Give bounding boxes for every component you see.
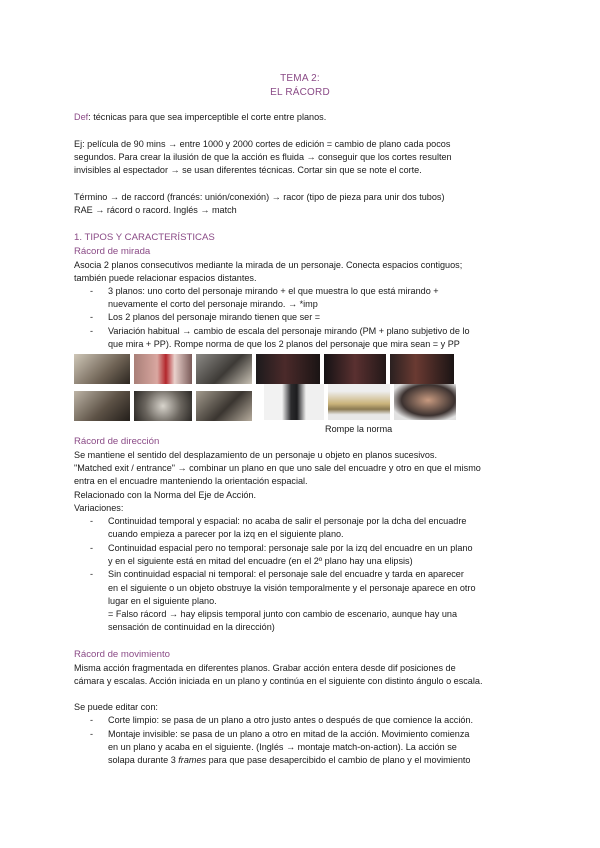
bullet-text: Sin continuidad espacial ni temporal: el personaje sale del encuadre y tarda en aparecer (108, 569, 464, 579)
bullet-dash: - (90, 286, 94, 296)
bullet-dash: - (90, 312, 94, 322)
section-heading: 1. TIPOS Y CARACTERÍSTICAS (74, 232, 215, 243)
bullet-text: lugar en el siguiente plano. (108, 596, 217, 606)
film-still-image (394, 384, 456, 420)
bullet-text: que mira + PP). Rompe norma de que los 2 planos del personaje que mira sean = y PP (108, 339, 460, 349)
definition (74, 111, 534, 124)
film-still-image (328, 384, 390, 420)
term-line: Término → de raccord (francés: unión/conexión) → racor (tipo de pieza para unir dos tubos) (74, 192, 445, 202)
example-line: Ej: película de 90 mins → entre 1000 y 2000 cortes de edición = cambio de plano cada pocos (74, 139, 451, 149)
direccion-line: Relacionado con la Norma del Eje de Acción. (74, 490, 256, 500)
bullet-text: Los 2 planos del personaje mirando tienen que ser = (108, 312, 321, 322)
bullet-text: sensación de continuidad en la dirección) (108, 622, 275, 632)
movimiento-line: cámara y escalas. Acción iniciada en un plano y continúa en el siguiente con distinto ángulo o escala. (74, 676, 483, 686)
text-run: para que pase desapercibido el cambio de plano y el movimiento (206, 755, 471, 765)
film-still-image (196, 354, 252, 384)
bullet-text: nuevamente el corto del personaje mirando. → *imp (108, 299, 318, 309)
bullet-dash: - (90, 729, 94, 739)
doc-title-line1: TEMA 2: (280, 73, 320, 84)
bullet-text: = Falso rácord → hay elipsis temporal junto con cambio de escenario, aunque hay una (108, 609, 458, 619)
example-line: invisibles al espectador → se usan diferentes técnicas. Cortar sin que se note el corte. (74, 165, 422, 175)
direccion-line: Variaciones: (74, 503, 124, 513)
subsection-heading: Rácord de mirada (74, 246, 151, 257)
bullet-text: y en el siguiente está en mitad del encuadre (en el 2º plano hay una elipsis) (108, 556, 413, 566)
term-line: RAE → rácord o racord. Inglés → match (74, 205, 237, 215)
bullet-dash: - (90, 715, 94, 725)
doc-title-line2: EL RÁCORD (270, 87, 330, 98)
bullet-text: en el siguiente o un objeto obstruye la visión temporalmente y el personaje aparece en otro (108, 583, 476, 593)
def-label: Def (74, 112, 89, 122)
bullet-dash: - (90, 569, 94, 579)
bullet-text: Continuidad temporal y espacial: no acaba de salir el personaje por la dcha del encuadre (108, 516, 467, 526)
film-still-image (134, 354, 192, 384)
direccion-line: "Matched exit / entrance" → combinar un plano en que uno sale del encuadre y otro en que el mismo (74, 463, 481, 473)
film-still-image (74, 354, 130, 384)
bullet-dash: - (90, 326, 94, 336)
bullet-dash: - (90, 516, 94, 526)
direccion-line: entra en el encuadre manteniendo la orientación espacial. (74, 476, 308, 486)
editar-label: Se puede editar con: (74, 702, 158, 712)
image-caption: Rompe la norma (325, 424, 393, 434)
bullet-text: en un plano y acaba en el siguiente. (Inglés → montaje match-on-action). La acción se (108, 742, 457, 752)
film-still-image (390, 354, 454, 384)
bullet-text-last (108, 754, 528, 767)
bullet-text: Variación habitual → cambio de escala del personaje mirando (PM + plano subjetivo de lo (108, 326, 470, 336)
direccion-line: Se mantiene el sentido del desplazamiento de un personaje u objeto en planos sucesivos. (74, 450, 437, 460)
film-still-image (134, 391, 192, 421)
bullet-dash: - (90, 543, 94, 553)
bullet-text: cuando empieza a parecer por la izq en el siguiente plano. (108, 529, 344, 539)
film-still-image (264, 384, 324, 420)
bullet-text: Montaje invisible: se pasa de un plano a otro en mitad de la acción. Movimiento comienza (108, 729, 470, 739)
bullet-text: 3 planos: uno corto del personaje mirando + el que muestra lo que está mirando + (108, 286, 439, 296)
film-still-image (324, 354, 386, 384)
mirada-intro: también puede relacionar espacios distantes. (74, 273, 257, 283)
film-still-image (256, 354, 320, 384)
movimiento-line: Misma acción fragmentada en diferentes planos. Grabar acción entera desde dif posiciones de (74, 663, 456, 673)
film-still-image (74, 391, 130, 421)
bullet-text: Corte limpio: se pasa de un plano a otro justo antes o después de que comience la acción. (108, 715, 473, 725)
text-run: solapa durante 3 (108, 755, 179, 765)
mirada-intro: Asocia 2 planos consecutivos mediante la mirada de un personaje. Conecta espacios contiguos; (74, 260, 463, 270)
subsection-heading: Rácord de dirección (74, 436, 160, 447)
text-run-italic: frames (178, 755, 207, 765)
film-still-image (196, 391, 252, 421)
def-text: : técnicas para que sea imperceptible el corte entre planos. (88, 112, 327, 122)
example-line: segundos. Para crear la ilusión de que la acción es fluida → conseguir que los cortes resulten (74, 152, 452, 162)
bullet-text: Continuidad espacial pero no temporal: personaje sale por la izq del encuadre en un plano (108, 543, 473, 553)
subsection-heading: Rácord de movimiento (74, 649, 170, 660)
